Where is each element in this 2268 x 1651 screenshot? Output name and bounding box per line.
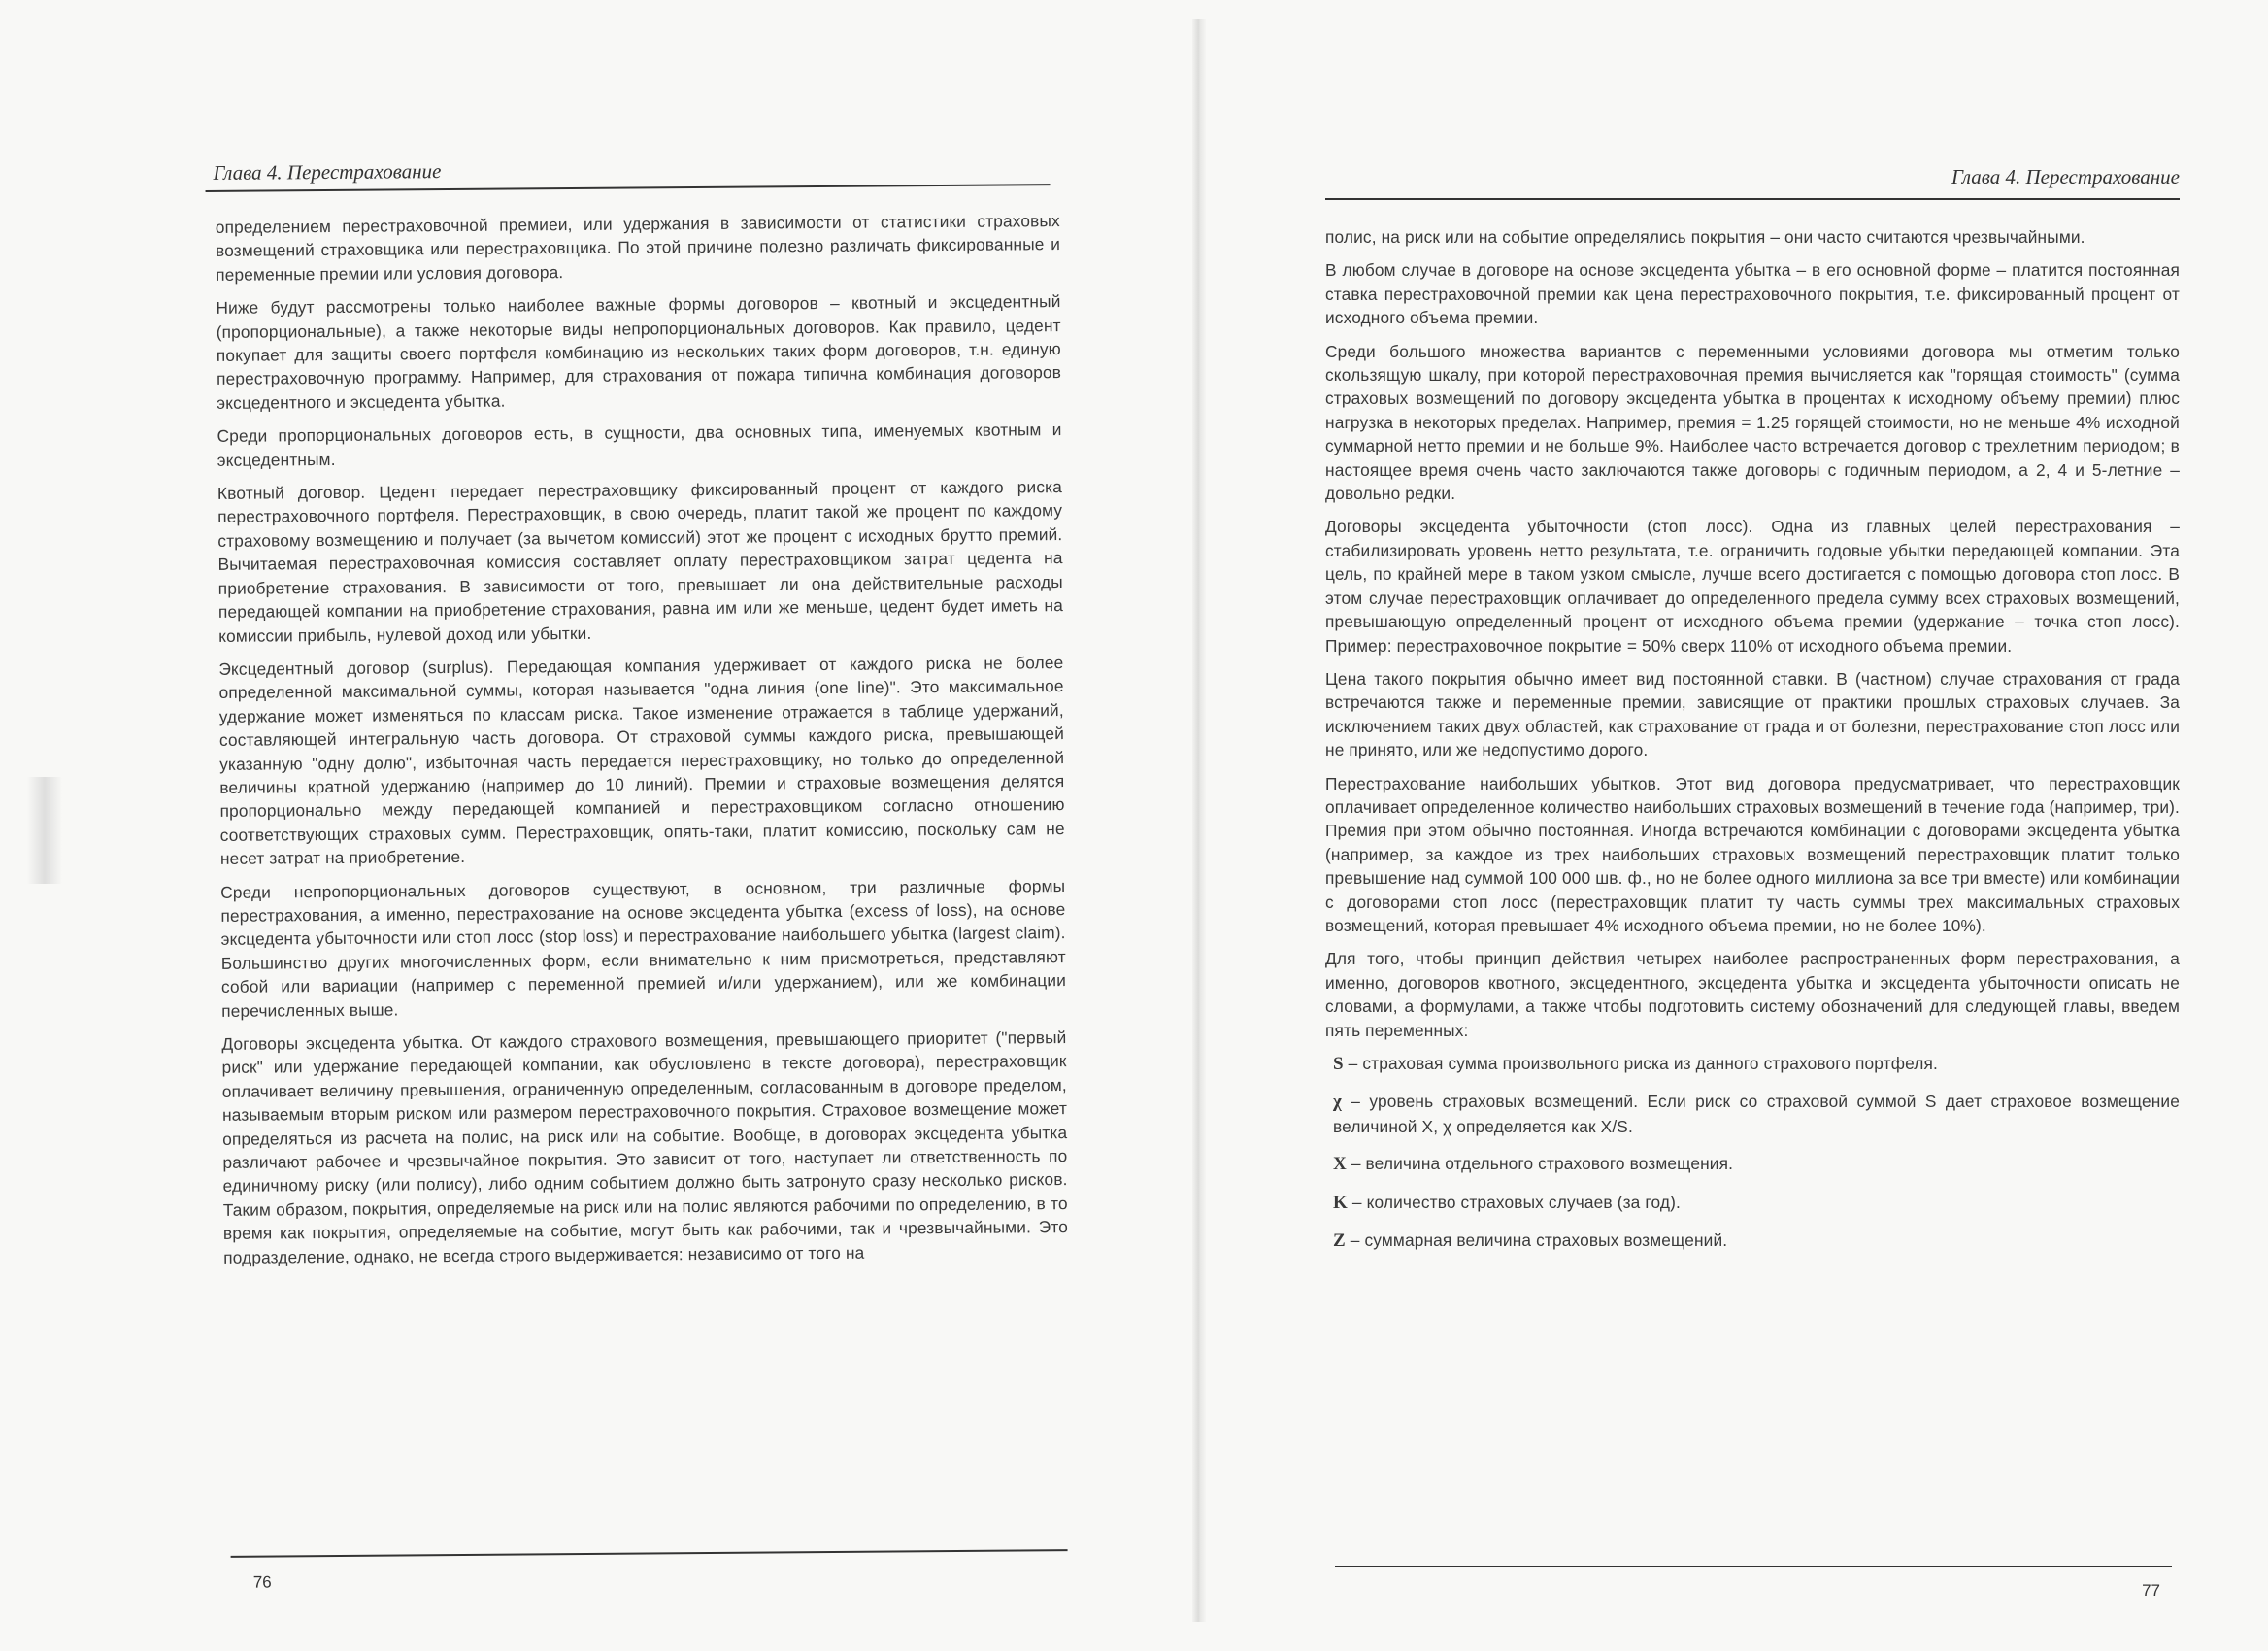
variable-item <box>1333 1229 2180 1253</box>
variable-definition: – суммарная величина страховых возмещений. <box>1345 1230 1728 1251</box>
variable-definition: – количество страховых случаев (за год). <box>1347 1192 1681 1212</box>
running-head-left: Глава 4. Перестрахование <box>213 159 442 185</box>
footer-rule-right <box>1335 1566 2172 1567</box>
paragraph: Среди непропорциональных договоров существуют, в основном, три различные формы перестрахования, а именно, перестрахование на основе эксцедента убытка (excess of loss), на основе эксцедента убыточности или стоп лосс (stop loss) и перестрахование наибольшего убытка (largest claim). Большинство других многочисленных форм, если внимательно к ним присмотреться, представляют собой или вариации (например с переменной премией и/или удержанием), или же комбинации перечисленных выше. <box>220 875 1067 1021</box>
variable-definitions <box>1325 1052 2180 1253</box>
variable-definition: – страховая сумма произвольного риска из данного страхового портфеля. <box>1343 1054 1938 1073</box>
paragraph: Среди большого множества вариантов с переменными условиями договора мы отметим только скользящую шкалу, при которой перестраховочная премия вычисляется как "горящая стоимость" (сумма страховых возмещений по договору эксцедента убытка в процентах к исходному объему премии) плюс нагрузка в некоторых пределах. Например, премия = 1.25 горящей стоимости, но не меньше 4% исходной суммарной нетто премии и не больше 9%. Наиболее часто встречается договор с трехлетним периодом; в настоящее время очень часто заключаются также договоры с годичным периодом, а 2, 4 и 5-летние – довольно редки. <box>1325 341 2180 504</box>
header-rule-left <box>206 184 1051 192</box>
right-page-body <box>1325 225 2180 1266</box>
paragraph: Эксцедентный договор (surplus). Передающая компания удерживает от каждого риска не более определенной максимальной суммы, которая называется "одна линия (one line)". Это максимальное удержание может изменяться по классам риска. Такое изменение отражается в таблице удержаний, составляющей интегральную часть договора. От страховой суммы каждого риска, превышающей указанную "одну долю", избыточная часть передается перестраховщику, но только до определенной величины кратной удержанию (например до 10 линий). Премии и страховые возмещения делятся пропорционально между передающей компанией и перестраховщиком согласно отношению соответствующих страховых сумм. Перестраховщик, опять-таки, платит комиссию, поскольку сам не несет затрат на приобретение. <box>218 652 1065 869</box>
variable-symbol: X <box>1333 1154 1347 1175</box>
paragraph: Для того, чтобы принцип действия четырех наиболее распространенных форм перестрахования, а именно, договоров квотного, эксцедентного, эксцедента убытка и эксцедента убыточности описать не словами, а формулами, а также чтобы подготовить систему обозначений для следующей главы, введем пять переменных: <box>1325 949 2180 1040</box>
left-page-body <box>216 209 1069 1279</box>
paragraph: определением перестраховочной премиеи, или удержания в зависимости от статистики страховых возмещений страховщика или перестраховщика. По этой причине полезно различать фиксированные и переменные премии или условия договора. <box>215 211 1061 285</box>
variable-symbol: χ <box>1333 1092 1342 1113</box>
variable-item <box>1333 1052 2180 1076</box>
paragraph: Квотный договор. Цедент передает перестраховщику фиксированный процент от каждого риска перестраховочного портфеля. Перестраховщик, в свою очередь, платит такой же процент по каждому страховому возмещению и получает (за вычетом комиссий) этот же процент с исходных брутто премий. Вычитаемая перестраховочная комиссия составляет оплату перестраховщиком затрат цедента на приобретение страхования. В зависимости от того, превышает ли она действительные расходы передающей компании на приобретение страхования, равна им или же меньше, цедент будет иметь на комиссии прибыль, нулевой доход или убытки. <box>217 477 1064 646</box>
paragraph: В любом случае в договоре на основе эксцедента убытка – в его основной форме – платится постоянная ставка перестраховочной премии как цена перестраховочного покрытия, т.е. фиксированный процент от исходного объема премии. <box>1325 260 2180 328</box>
footer-rule-left <box>231 1549 1068 1557</box>
book-gutter <box>1192 19 1206 1622</box>
variable-definition: – уровень страховых возмещений. Если риск со страховой суммой S дает страховое возмещение величиной X, χ определяется как X/S. <box>1333 1092 2180 1136</box>
variable-symbol: K <box>1333 1192 1348 1213</box>
variable-item <box>1333 1191 2180 1215</box>
page-number-left: 76 <box>252 1572 272 1592</box>
scan-artifact <box>27 777 62 884</box>
paragraph: Перестрахование наибольших убытков. Этот вид договора предусматривает, что перестраховщик оплачивает определенное количество наибольших страховых возмещений в течение года (например, три). Премия при этом обычно постоянная. Иногда встречаются комбинации с договорами эксцедента убытка (например, за каждое из трех наибольших страховых возмещений перестраховщик платит только превышение над суммой 100 000 шв. ф., но не более одного миллиона за все три вместе) или комбинации с договорами стоп лосс (перестраховщик платит ту часть суммы трех максимальных страховых возмещений, которая превышает 4% исходного объема премии, но не более 10%). <box>1325 773 2180 935</box>
paragraph: Договоры эксцедента убытка. От каждого страхового возмещения, превышающего приоритет ("первый риск" или удержание передающей компании, как обусловлено в тексте договора), перестраховщик оплачивает величину превышения, ограниченную определенным, согласованным в договоре пределом, называемым вторым риском или размером перестраховочного покрытия. Страховое возмещение может определяться из расчета на полис, на риск или на событие. Вообще, в договорах эксцедента убытка различают рабочее и чрезвычайное покрытия. Это зависит от того, наступает ли ответственность по единичному риску (или полису), либо одним событием должно быть затронуто сразу несколько рисков. Таким образом, покрытия, определяемые на риск или на полис являются рабочими по определению, в то время как покрытия, определяемые на событие, могут быть как рабочими, так и чрезвычайными. Это подразделение, однако, не всегда строго выдерживается: независимо от того на <box>221 1028 1069 1267</box>
variable-item <box>1333 1152 2180 1176</box>
variable-item <box>1333 1090 2180 1138</box>
running-head-right: Глава 4. Перестрахование <box>1951 165 2180 188</box>
variable-symbol: S <box>1333 1054 1344 1074</box>
paragraph: Ниже будут рассмотрены только наиболее важные формы договоров – квотный и эксцедентный (пропорциональные), а также некоторые виды непропорциональных договоров. Как правило, цедент покупает для защиты своего портфеля комбинацию из нескольких таких форм договоров, т.н. единую перестраховочную программу. Например, для страхования от пожара типична комбинация договоров эксцедентного и эксцедента убытка. <box>216 291 1062 413</box>
paragraph: Цена такого покрытия обычно имеет вид постоянной ставки. В (частном) случае страхования от града встречаются также и переменные премии, зависящие от практики прошлых страховых случаев. За исключением таких двух областей, как страхование от града и от болезни, перестрахование стоп лосс или не принято, или же недопустимо дорого. <box>1325 668 2180 760</box>
page-number-right: 77 <box>2142 1581 2160 1600</box>
paragraph: полис, на риск или на событие определялись покрытия – они часто считаются чрезвычайными. <box>1325 227 2085 247</box>
paragraph: Среди пропорциональных договоров есть, в сущности, два основных типа, именуемых квотным и эксцедентным. <box>217 420 1062 470</box>
variable-symbol: Z <box>1333 1230 1346 1252</box>
header-rule-right <box>1325 198 2180 200</box>
variable-definition: – величина отдельного страхового возмещения. <box>1346 1154 1734 1174</box>
paragraph: Договоры эксцедента убыточности (стоп лосс). Одна из главных целей перестрахования – стабилизировать уровень нетто результата, т.е. ограничить годовые убытки передающей компании. Эта цель, по крайней мере в таком узком смысле, лучше всего достигается с помощью договора стоп лосс. В этом случае перестраховщик оплачивает до определенного предела сумму всех страховых возмещений, превышающую определенный процент от исходного объема премии (удержание – точка стоп лосс). Пример: перестраховочное покрытие = 50% сверх 110% от исходного объема премии. <box>1325 517 2180 656</box>
